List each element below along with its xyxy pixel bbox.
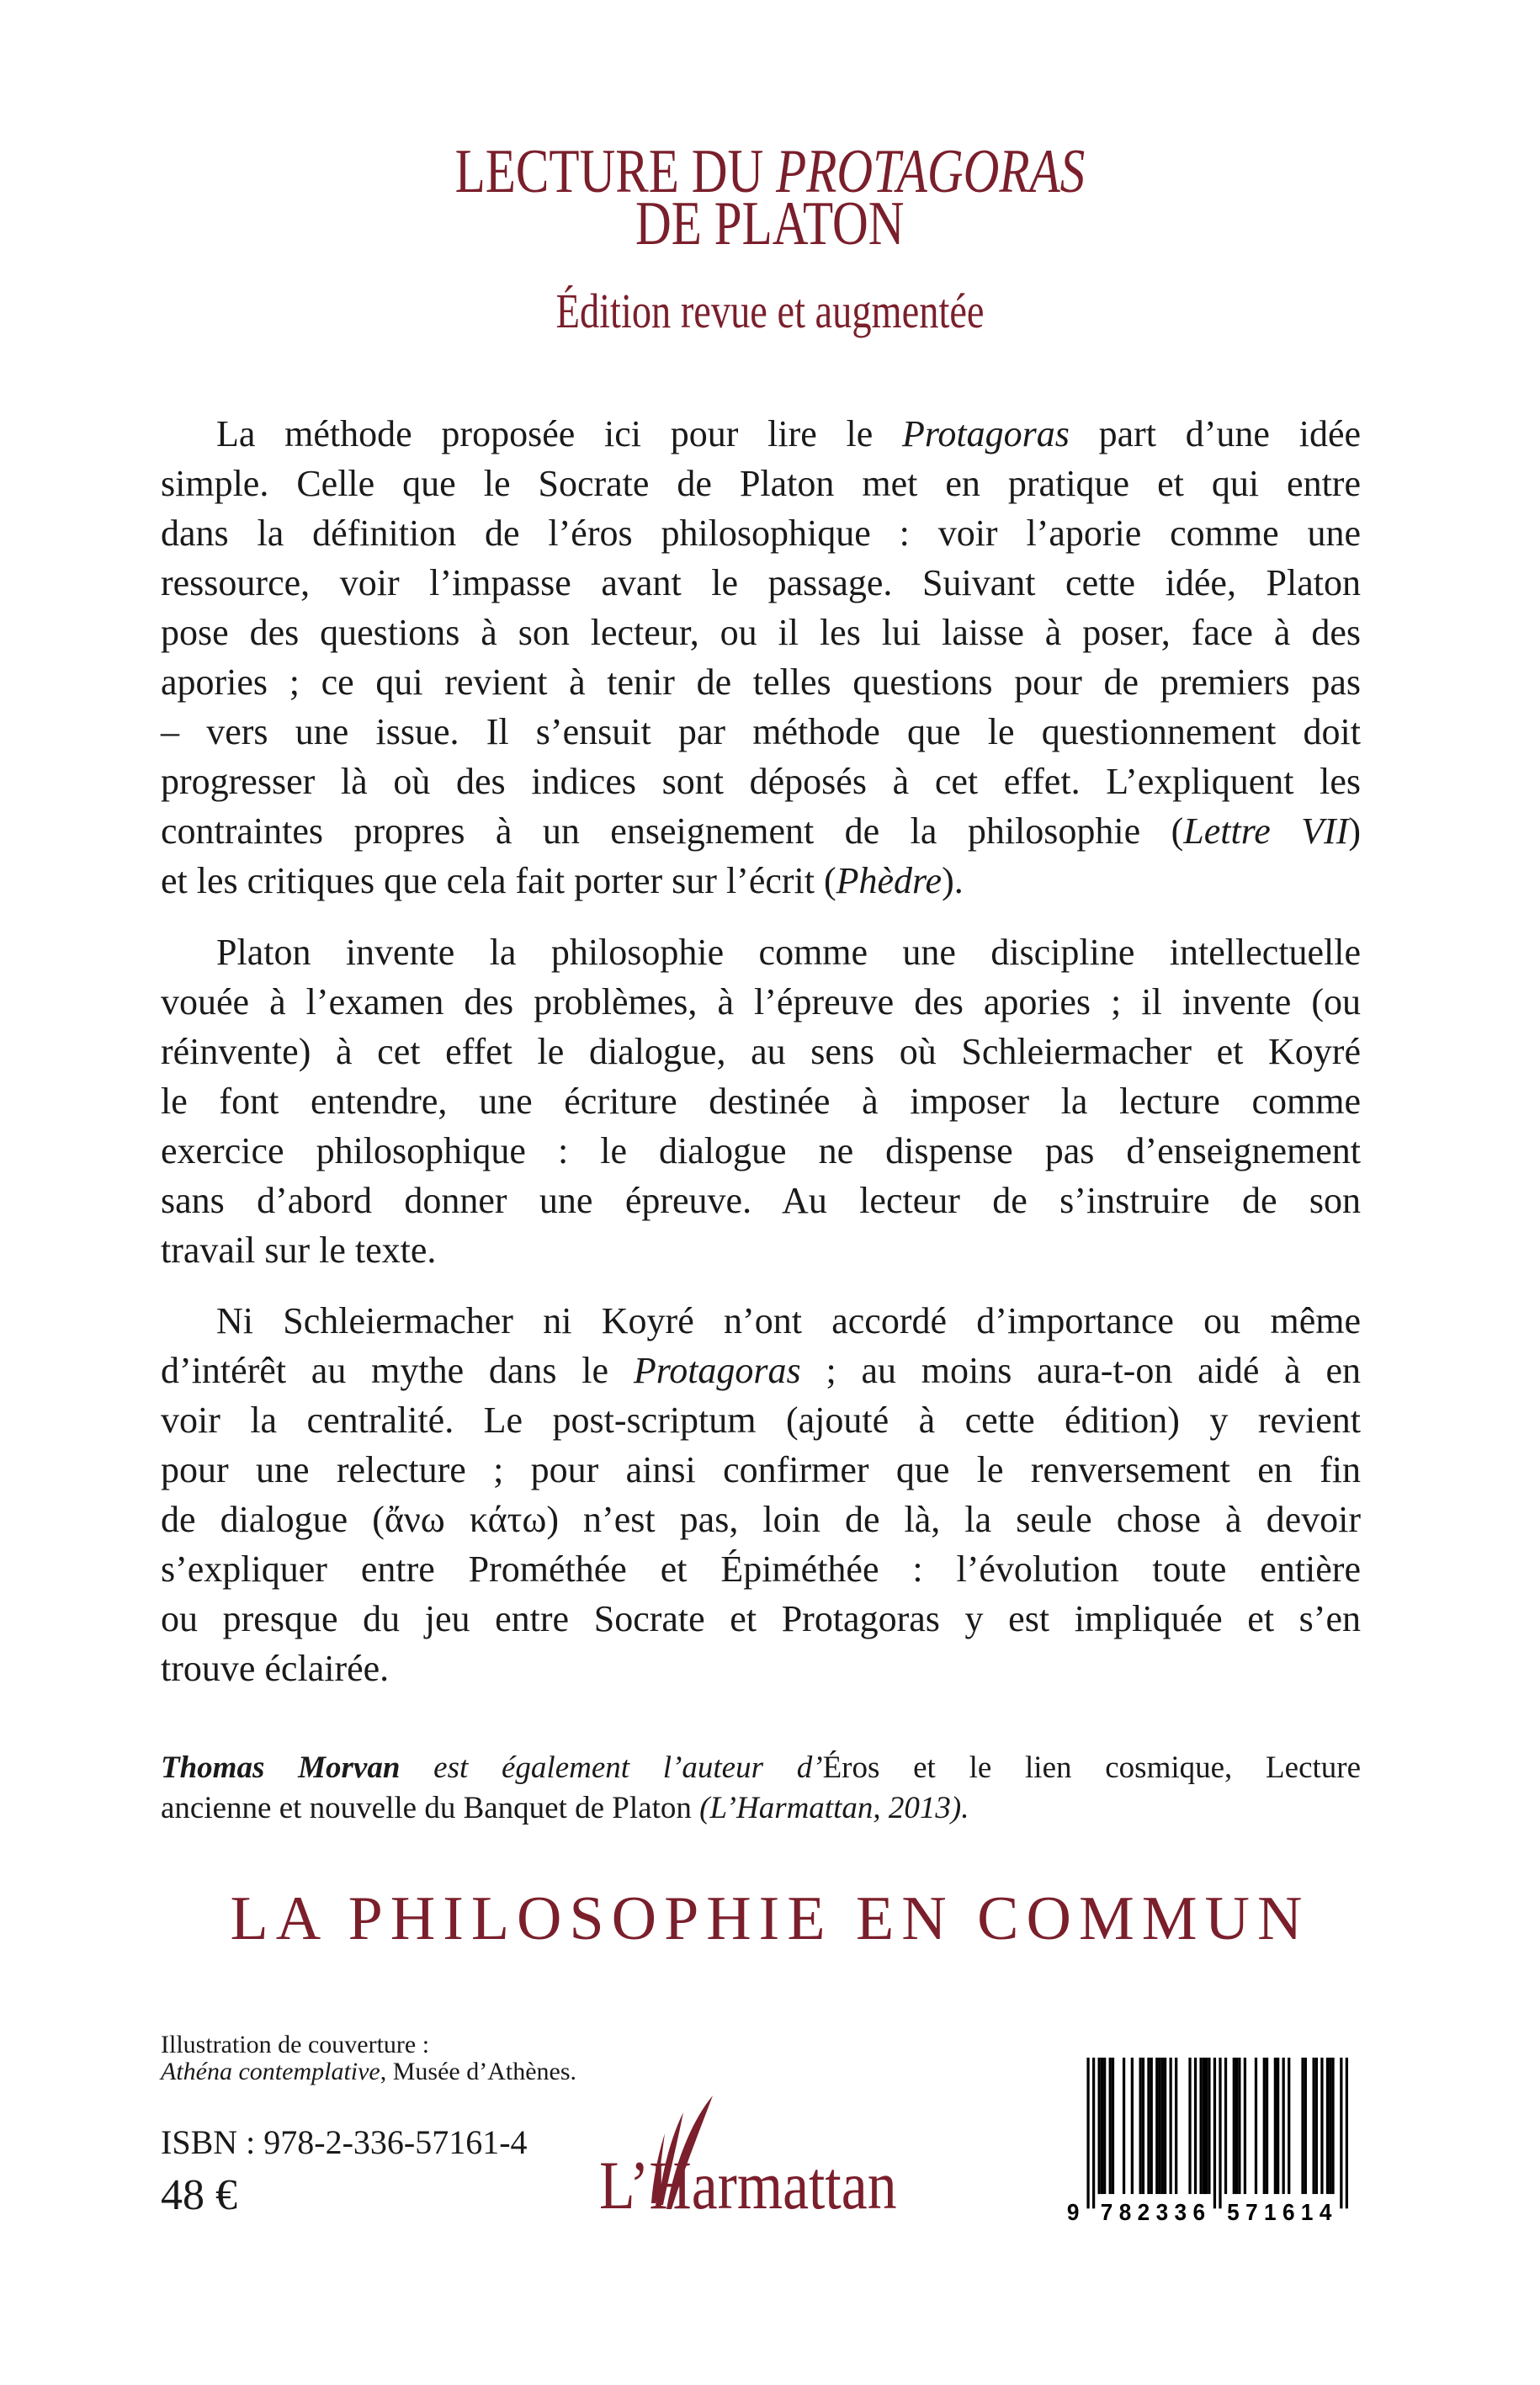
barcode-bar	[1150, 2058, 1153, 2194]
text-segment: La méthode proposée ici pour lire le	[216, 413, 903, 454]
text-line	[161, 1296, 1361, 1346]
barcode-icon	[1062, 2058, 1348, 2226]
barcode-bar	[1101, 2058, 1103, 2194]
italic-text: Protagoras	[902, 413, 1070, 454]
text-segment: exercice philosophique : le dialogue ne dispense pas d’enseignement	[161, 1130, 1361, 1171]
text-line	[161, 1176, 1361, 1225]
barcode-digits-right: 571614	[1227, 2199, 1332, 2226]
italic-text: Phèdre	[836, 860, 943, 901]
barcode-bar	[1233, 2058, 1235, 2194]
barcode-bar	[1331, 2058, 1334, 2194]
barcode-bar	[1313, 2058, 1315, 2194]
barcode-bar	[1142, 2058, 1144, 2194]
text-line	[161, 1748, 1361, 1788]
barcode-bar	[1188, 2058, 1191, 2194]
barcode-bar	[1161, 2058, 1164, 2194]
blurb-paragraph-2	[161, 927, 1361, 1275]
title-prefix: LECTURE DU	[454, 137, 777, 206]
text-segment: sans d’abord donner une épreuve. Au lecteur de s’instruire de son	[161, 1180, 1361, 1221]
text-line	[161, 1594, 1361, 1644]
text-segment: )	[1348, 810, 1361, 852]
text-line	[161, 856, 1361, 906]
text-segment: s’expliquer entre Prométhée et Épiméthée : l’évolution toute entière	[161, 1548, 1361, 1590]
barcode-bar	[1155, 2058, 1158, 2194]
text-segment: dans la définition de l’éros philosophique : voir l’aporie comme une	[161, 513, 1361, 554]
text-line	[161, 508, 1361, 558]
text-line	[161, 1495, 1361, 1544]
subtitle-text: Édition revue et augmentée	[555, 284, 985, 338]
title-line2-text: DE PLATON	[635, 189, 905, 258]
blurb-paragraph-3	[161, 1296, 1361, 1693]
barcode-bar	[1213, 2058, 1216, 2208]
illustration-place: , Musée d’Athènes.	[380, 2058, 577, 2085]
barcode-bar	[1103, 2058, 1106, 2194]
barcode-bar	[1346, 2058, 1348, 2208]
price: 48 €	[161, 2171, 237, 2219]
blurb-paragraph-1	[161, 409, 1361, 906]
barcode-bar	[1112, 2058, 1114, 2194]
text-segment: vouée à l’examen des problèmes, à l’épreuve des apories ; il invente (ou	[161, 981, 1361, 1023]
barcode-bar	[1329, 2058, 1331, 2194]
barcode-bar	[1244, 2058, 1246, 2194]
barcode-bar	[1219, 2058, 1221, 2208]
italic-text: (L’Harmattan, 2013).	[699, 1791, 969, 1825]
text-segment: le font entendre, une écriture destinée à imposer la lecture comme	[161, 1081, 1361, 1122]
text-line	[161, 1346, 1361, 1395]
barcode-bar	[1158, 2058, 1160, 2194]
text-segment: pose des questions à son lecteur, ou il les lui laisse à poser, face à des	[161, 612, 1361, 653]
barcode-bar	[1224, 2058, 1227, 2194]
barcode-digit-first: 9	[1066, 2199, 1080, 2226]
barcode-bar	[1123, 2058, 1125, 2194]
text-segment: contraintes propres à un enseignement de la philosophie (	[161, 810, 1184, 852]
barcode-bar	[1199, 2058, 1202, 2194]
edition-subtitle	[0, 284, 1540, 338]
barcode-bar	[1340, 2058, 1342, 2208]
illustration-credit	[161, 2058, 576, 2085]
text-line	[161, 806, 1361, 856]
barcode-bar	[1266, 2058, 1268, 2194]
text-line	[161, 707, 1361, 757]
illustration-title: Athéna contemplative	[161, 2058, 380, 2085]
author-note	[161, 1748, 1361, 1829]
barcode-bar	[1282, 2058, 1285, 2194]
text-line	[161, 1076, 1361, 1126]
barcode-bar	[1086, 2058, 1089, 2208]
barcode-bar	[1147, 2058, 1150, 2194]
text-segment: de dialogue (ἄνω κάτω) n’est pas, loin de là, la seule chose à devoir	[161, 1499, 1361, 1540]
author-name: Thomas Morvan	[161, 1750, 401, 1785]
barcode-bar	[1326, 2058, 1329, 2194]
text-segment: ressource, voir l’impasse avant le passage. Suivant cette idée, Platon	[161, 562, 1361, 603]
text-segment: – vers une issue. Il s’ensuit par méthode que le questionnement doit	[161, 711, 1361, 752]
barcode-digits-left: 782336	[1100, 2199, 1205, 2226]
barcode-bar	[1301, 2058, 1304, 2194]
barcode-bar	[1274, 2058, 1277, 2194]
text-segment: ou presque du jeu entre Socrate et Protagoras y est impliquée et s’en	[161, 1598, 1361, 1639]
barcode-bar	[1194, 2058, 1197, 2194]
text-line	[161, 1027, 1361, 1076]
publisher-logo	[599, 2087, 936, 2222]
barcode-bar	[1109, 2058, 1112, 2194]
text-line	[161, 608, 1361, 657]
series-name: LA PHILOSOPHIE EN COMMUN	[230, 1884, 1310, 1953]
italic-text: est également l’auteur d’	[400, 1750, 823, 1785]
barcode-bar	[1263, 2058, 1266, 2194]
text-segment: Ni Schleiermacher ni Koyré n’ont accordé d’importance ou même	[216, 1300, 1361, 1341]
text-segment: simple. Celle que le Socrate de Platon met en pratique et qui entre	[161, 463, 1361, 504]
barcode-bar	[1255, 2058, 1257, 2194]
illustration-credit-label: Illustration de couverture :	[161, 2031, 430, 2058]
barcode-bar	[1170, 2058, 1172, 2194]
text-segment: ancienne et nouvelle du Banquet de Platon	[161, 1791, 700, 1825]
barcode-bar	[1164, 2058, 1166, 2194]
barcode-bar	[1203, 2058, 1205, 2194]
logo-l: L’	[599, 2147, 650, 2223]
text-line	[161, 1644, 1361, 1693]
text-line	[161, 927, 1361, 977]
text-segment: part d’une idée	[1069, 413, 1362, 454]
text-segment: trouve éclairée.	[161, 1648, 390, 1689]
title-italic: PROTAGORAS	[776, 137, 1086, 206]
barcode-bar	[1092, 2058, 1095, 2208]
text-line	[161, 459, 1361, 508]
text-segment: apories ; ce qui revient à tenir de telles questions pour de premiers pas	[161, 661, 1361, 703]
italic-wrapper	[161, 1750, 400, 1785]
text-segment: pour une relecture ; pour ainsi confirmer que le renversement en fin	[161, 1449, 1361, 1490]
barcode	[1062, 2058, 1348, 2226]
text-line	[161, 1126, 1361, 1176]
text-line	[161, 757, 1361, 806]
text-segment: Platon invente la philosophie comme une discipline intellectuelle	[216, 932, 1361, 973]
barcode-bar	[1131, 2058, 1134, 2194]
text-segment: et les critiques que cela fait porter sur l’écrit (	[161, 860, 836, 901]
barcode-bar	[1139, 2058, 1142, 2194]
publisher-name	[599, 2147, 897, 2223]
text-line	[161, 409, 1361, 459]
text-line	[161, 977, 1361, 1027]
text-segment: Éros et le lien cosmique, Lecture	[822, 1750, 1362, 1785]
text-line	[161, 1788, 1361, 1829]
logo-h: H	[649, 2147, 692, 2223]
isbn: ISBN : 978-2-336-57161-4	[161, 2123, 528, 2161]
text-segment: progresser là où des indices sont déposés à cet effet. L’expliquent les	[161, 761, 1361, 802]
barcode-bar	[1235, 2058, 1238, 2194]
text-line	[161, 1445, 1361, 1495]
barcode-bar	[1315, 2058, 1318, 2194]
barcode-bar	[1098, 2058, 1101, 2194]
text-line	[161, 1395, 1361, 1445]
text-segment: réinvente) à cet effet le dialogue, au sens où Schleiermacher et Koyré	[161, 1031, 1361, 1072]
barcode-bar	[1277, 2058, 1279, 2194]
book-title-line2	[0, 189, 1540, 258]
text-segment: voir la centralité. Le post-scriptum (ajouté à cette édition) y revient	[161, 1400, 1361, 1441]
barcode-bar	[1288, 2058, 1290, 2194]
text-segment: d’intérêt au mythe dans le	[161, 1350, 634, 1391]
barcode-bar	[1175, 2058, 1177, 2194]
barcode-bar	[1238, 2058, 1240, 2194]
barcode-bar	[1304, 2058, 1307, 2194]
text-line	[161, 657, 1361, 707]
italic-text: Lettre VII	[1183, 810, 1349, 852]
italic-text: Protagoras	[633, 1350, 801, 1391]
barcode-bar	[1205, 2058, 1208, 2194]
barcode-bar	[1208, 2058, 1210, 2194]
barcode-bar	[1320, 2058, 1323, 2194]
logo-rest: armattan	[691, 2147, 897, 2223]
text-line	[161, 1225, 1361, 1275]
text-segment: travail sur le texte.	[161, 1230, 437, 1271]
text-line	[161, 1544, 1361, 1594]
text-segment: ; au moins aura-t-on aidé à en	[800, 1350, 1361, 1391]
text-line	[161, 558, 1361, 608]
text-segment: ).	[942, 860, 964, 901]
